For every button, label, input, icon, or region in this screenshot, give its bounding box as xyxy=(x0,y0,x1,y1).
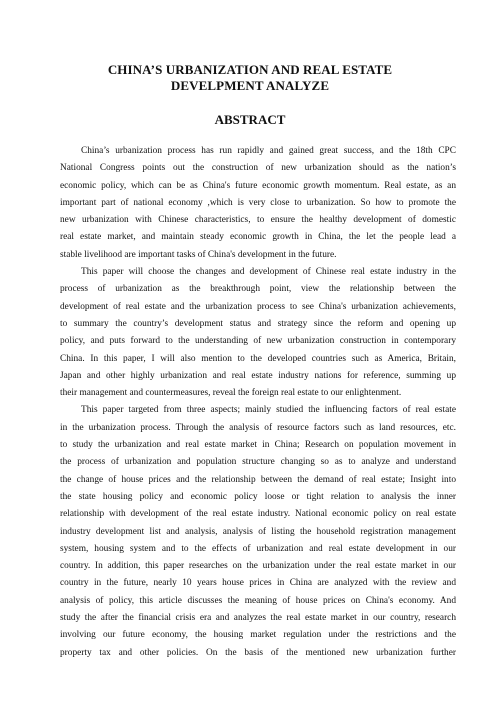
text-line: country in the future, nearly 10 years house prices in China are analyzed with the review and xyxy=(60,578,456,589)
text-line: the process of urbanization and population structure changing so as to analyze and understand xyxy=(60,457,456,468)
title-line: CHINA’S URBANIZATION AND REAL ESTATE xyxy=(107,62,393,77)
abstract-body xyxy=(60,143,456,662)
text-line: the change of house prices and the relationship between the demand of real estate; Insight into xyxy=(60,474,456,485)
abstract-paragraph xyxy=(60,264,456,402)
text-line: China. In this paper, I will also mention to the developed countries such as America, Britain, xyxy=(60,353,456,364)
text-line: Japan and other highly urbanization and real estate industry nations for reference, summing up xyxy=(60,370,456,381)
text-line: the state housing policy and economic policy loose or tight relation to analysis the inner xyxy=(60,491,456,502)
text-line: new urbanization with Chinese characteristics, to ensure the healthy development of domestic xyxy=(60,215,456,226)
text-line: development of real estate and the urbanization process to see China's urbanization achievements, xyxy=(60,301,456,312)
text-line: stable livelihood are important tasks of China's development in the future. xyxy=(60,249,337,260)
text-line: policy, and puts forward to the understanding of new urbanization construction in contemporary xyxy=(60,336,456,347)
text-line: involving our future economy, the housing market regulation under the restrictions and the xyxy=(60,630,456,641)
text-line: relationship with development of the real estate industry. National economic policy on real estate xyxy=(60,509,456,520)
abstract-heading: ABSTRACT xyxy=(214,112,286,127)
text-line: real estate market, and maintain steady economic growth in China, the let the people lead a xyxy=(60,232,456,243)
text-line: process of urbanization as the breakthrough point, view the relationship between the xyxy=(60,284,456,295)
text-line: country. In addition, this paper researches on the urbanization under the real estate market in our xyxy=(60,561,456,572)
text-line: study the after the financial crisis era and analyzes the real estate market in our country, research xyxy=(60,613,456,624)
abstract-paragraph xyxy=(60,143,456,264)
text-line: to summary the country’s development status and strategy since the reform and opening up xyxy=(60,318,456,329)
text-line: China’s urbanization process has run rapidly and gained great success, and the 18th CPC xyxy=(81,146,456,156)
text-line: This paper targeted from three aspects; mainly studied the influencing factors of real estate xyxy=(81,405,456,416)
text-line: industry development list and analysis, analysis of listing the household registration management xyxy=(60,526,456,537)
text-line: to study the urbanization and real estate market in China; Research on population movement in xyxy=(60,440,456,451)
text-line: important part of national economy ,which is very close to urbanization. So how to promote the xyxy=(60,197,456,208)
text-line: property tax and other policies. On the basis of the mentioned new urbanization further xyxy=(60,647,456,658)
text-line: their management and countermeasures, reveal the foreign real estate to our enlightenment. xyxy=(60,388,402,399)
text-line: in the urbanization process. Through the analysis of resource factors such as land resources, etc. xyxy=(60,422,456,433)
paper-title xyxy=(40,62,460,94)
text-line: National Congress points out the construction of new urbanization should as the nation’s xyxy=(60,163,456,174)
title-line: DEVELPMENT ANALYZE xyxy=(170,78,330,93)
text-line: system, housing system and to the effects of urbanization and real estate development in our xyxy=(60,543,456,554)
text-line: economic policy, which can be as China's future economic growth momentum. Real estate, as an xyxy=(60,180,456,191)
text-line: analysis of policy, this article discusses the meaning of house prices on China's economy. And xyxy=(60,595,456,606)
text-line: This paper will choose the changes and development of Chinese real estate industry in the xyxy=(81,267,456,278)
abstract-paragraph xyxy=(60,402,456,661)
